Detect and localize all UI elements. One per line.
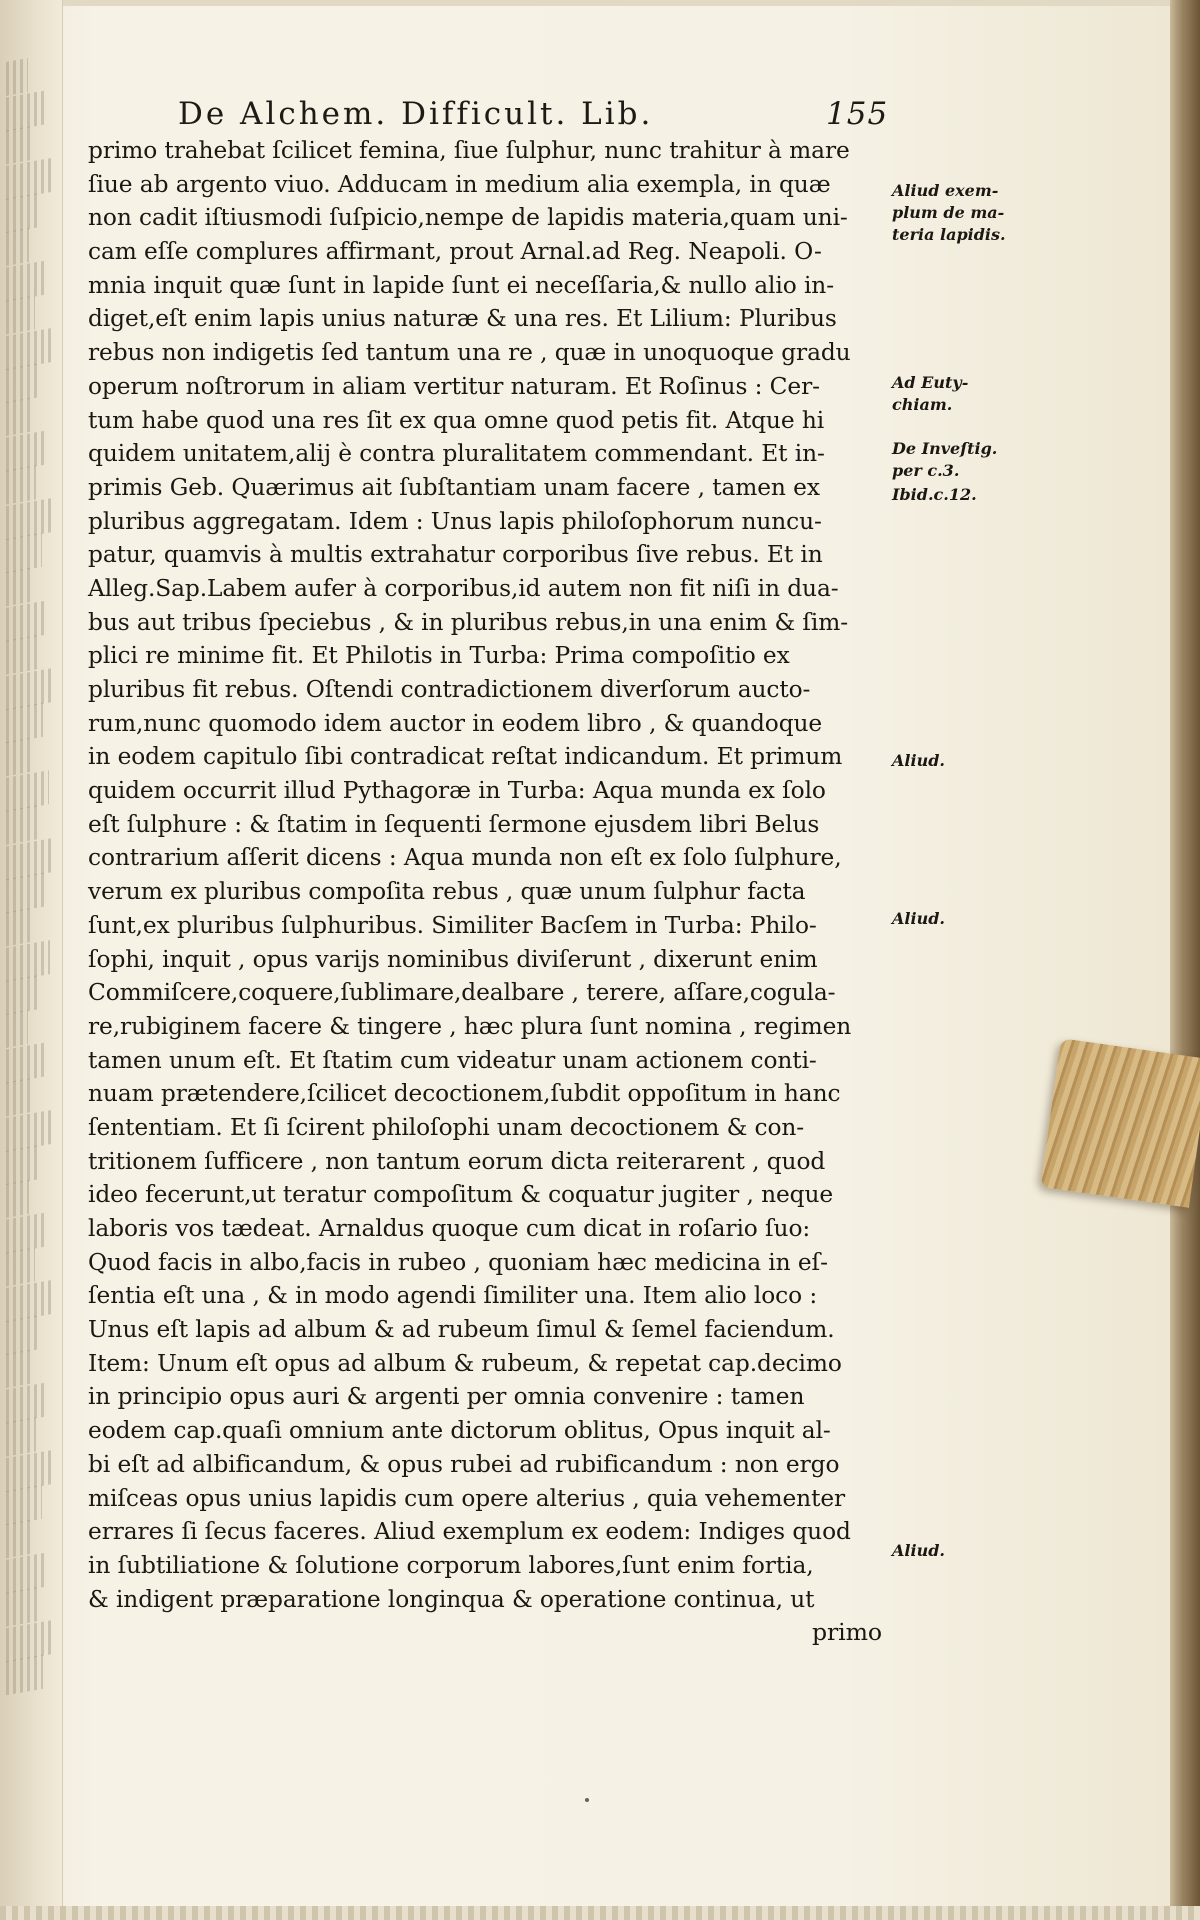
bleedthrough-mark: [6, 1350, 30, 1388]
marginal-note-line: Aliud.: [892, 751, 945, 770]
text-line: miſceas opus unius lapidis cum opere alterius , quia vehementer: [88, 1483, 846, 1512]
text-line: ſententiam. Et ſi ſcirent philoſophi unam decoctionem & con-: [88, 1112, 805, 1141]
marginal-note: [892, 180, 1032, 246]
marginal-note: [892, 750, 1032, 772]
bleedthrough-mark: [6, 1212, 46, 1253]
text-line: operum noſtrorum in aliam vertitur naturam. Et Roſinus : Cer-: [88, 371, 820, 400]
text-line: mnia inquit quæ ſunt in lapide ſunt ei neceſſaria,& nullo alio in-: [88, 270, 834, 299]
bleedthrough-mark: [6, 908, 33, 947]
text-line: pluribus fit rebus. Oſtendi contradictionem diverſorum aucto-: [88, 675, 811, 703]
bleedthrough-mark: [6, 398, 30, 436]
bleedthrough-mark: [6, 363, 41, 403]
bleedthrough-mark: [6, 1520, 31, 1558]
bleedthrough-mark: [6, 635, 37, 674]
bleedthrough-mark: [6, 328, 52, 370]
bleedthrough-mark: [6, 873, 44, 914]
bleedthrough-mark: [6, 975, 39, 1015]
text-line: in eodem capitulo ſibi contradicat reſtat indicandum. Et primum: [88, 742, 843, 771]
page-number: 155: [826, 96, 889, 132]
bleedthrough-mark: [6, 1552, 48, 1593]
text-line: diget,eſt enim lapis unius naturæ & una res. Et Lilium: Pluribus: [88, 304, 837, 333]
text-line: eſt ſulphure : & ſtatim in ſequenti ſermone ejusdem libri Belus: [88, 809, 820, 838]
text-line: in principio opus auri & argenti per omnia convenire : tamen: [88, 1382, 805, 1411]
marginal-note-line: Ibid.c.12.: [892, 485, 977, 504]
text-line: Commiſcere,coquere,ſublimare,dealbare , terere, aſſare,cogula-: [88, 978, 836, 1007]
marginal-note: [892, 1540, 1032, 1562]
bleedthrough-mark: [6, 1485, 42, 1525]
bleedthrough-mark: [6, 1110, 51, 1152]
text-line: ſiue ab argento viuo. Adducam in medium alia exempla, in quæ: [88, 169, 831, 198]
text-line: pluribus aggregatam. Idem : Unus lapis philoſophorum nuncu-: [88, 506, 822, 535]
running-title: De Alchem. Difficult. Lib.: [178, 96, 654, 132]
text-line: bus aut tribus ſpeciebus , & in pluribus rebus,in una enim & ſim-: [88, 607, 849, 636]
marginal-note-line: Ad Euty-: [892, 373, 969, 392]
marginal-note: [892, 484, 1032, 506]
bleedthrough-mark: [6, 1417, 36, 1456]
bleedthrough-mark: [6, 1180, 29, 1218]
bleedthrough-mark: [6, 158, 51, 200]
bleedthrough-mark: [6, 430, 47, 471]
bleedthrough-mark: [6, 1450, 53, 1492]
text-line: re,rubiginem facere & tingere , hæc plura ſunt nomina , regimen: [88, 1011, 852, 1040]
text-line: tum habe quod una res ſit ex qua omne quod petis fit. Atque hi: [88, 405, 825, 434]
book-right-edge: [1170, 0, 1200, 1920]
marginal-note-line: Aliud.: [892, 1541, 945, 1560]
bleedthrough-mark: [6, 260, 46, 301]
bleedthrough-mark: [6, 193, 40, 233]
bleedthrough-mark: [6, 1078, 34, 1117]
marginal-note-line: per c.3.: [892, 461, 960, 480]
text-line: non cadit iſtiusmodi ſuſpicio,nempe de lapidis materia,quam uni-: [88, 203, 848, 232]
text-line: primo trahebat ſcilicet femina, ſiue ſulphur, nunc trahitur à mare: [88, 136, 850, 164]
text-line: Item: Unum eſt opus ad album & rubeum, & repetat cap.decimo: [88, 1348, 842, 1377]
text-line: Alleg.Sap.Labem aufer à corporibus,id autem non fit niſi in dua-: [88, 573, 839, 602]
bleedthrough-mark: [6, 465, 36, 504]
marginal-note-line: De Inveſtig.: [892, 439, 998, 458]
bleedthrough-mark: [6, 1382, 47, 1423]
marginal-note-line: teria lapidis.: [892, 225, 1006, 244]
main-text-block: [88, 134, 888, 1650]
marginal-note-line: plum de ma-: [892, 203, 1005, 222]
text-line: cam eſſe complures affirmant, prout Arnal.ad Reg. Neapoli. O-: [88, 237, 822, 266]
bleedthrough-mark: [6, 600, 48, 641]
bleedthrough-mark: [6, 940, 50, 982]
text-line: & indigent præparatione longinqua & operatione continua, ut: [88, 1584, 815, 1613]
text-line: tritionem ſufficere , non tantum eorum dicta reiterarent , quod: [88, 1146, 826, 1175]
facing-page-gutter: [0, 0, 63, 1920]
text-line: ſunt,ex pluribus ſulphuribus. Similiter Bacſem in Turba: Philo-: [88, 910, 817, 939]
text-line: patur, quamvis à multis extrahatur corporibus ſive rebus. Et in: [88, 540, 823, 569]
marginal-note: [892, 438, 1032, 482]
bleedthrough-mark: [6, 126, 34, 165]
bleedthrough-mark: [6, 1145, 40, 1185]
text-line: rum,nunc quomodo idem auctor in eodem libro , & quandoque: [88, 708, 823, 737]
text-line: ſentia eſt una , & in modo agendi ſimiliter una. Item alio loco :: [88, 1281, 818, 1310]
facing-page-bleedthrough: [6, 60, 56, 1700]
bleedthrough-mark: [6, 805, 38, 845]
text-line: plici re minime fit. Et Philotis in Turba: Prima compoſitio ex: [88, 641, 790, 670]
text-line: bi eſt ad albificandum, & opus rubei ad rubificandum : non ergo: [88, 1449, 840, 1478]
text-line: contrarium aſſerit dicens : Aqua munda non eſt ex ſolo ſulphure,: [88, 843, 842, 872]
bleedthrough-mark: [6, 1247, 35, 1286]
text-line: quidem occurrit illud Pythagoræ in Turba: Aqua munda ex ſolo: [88, 776, 826, 805]
wooden-page-holder: [1040, 1038, 1200, 1207]
catchword: primo: [811, 1618, 882, 1647]
text-line: Unus eſt lapis ad album & ad rubeum ſimul & ſemel faciendum.: [88, 1315, 835, 1344]
bleedthrough-mark: [6, 1280, 52, 1322]
ink-speck: [585, 1798, 589, 1802]
text-line: ideo fecerunt,ut teratur compoſitum & coquatur jugiter , neque: [88, 1180, 834, 1209]
bleedthrough-mark: [6, 295, 35, 334]
text-line: laboris vos tædeat. Arnaldus quoque cum dicat in roſario ſuo:: [88, 1214, 811, 1242]
text-line: eodem cap.quaſi omnium ante dictorum oblitus, Opus inquit al-: [88, 1416, 831, 1445]
bleedthrough-mark: [6, 91, 45, 132]
text-line: rebus non indigetis ſed tantum una re , quæ in unoquoque gradu: [88, 338, 851, 367]
bleedthrough-mark: [6, 738, 32, 777]
bleedthrough-mark: [6, 1315, 41, 1355]
bleedthrough-mark: [6, 533, 42, 573]
bleedthrough-mark: [6, 1043, 45, 1084]
text-line: verum ex pluribus compoſita rebus , quæ unum ſulphur facta: [88, 877, 806, 906]
bleedthrough-mark: [6, 228, 29, 266]
bleedthrough-mark: [6, 1010, 28, 1048]
marginal-note-line: Aliud exem-: [892, 181, 999, 200]
bleedthrough-mark: [6, 498, 53, 540]
marginal-note-line: chiam.: [892, 395, 953, 414]
text-line: nuam prætendere,ſcilicet decoctionem,ſubdit oppoſitum in hanc: [88, 1079, 841, 1108]
text-line: Quod facis in albo,facis in rubeo , quoniam hæc medicina in eſ-: [88, 1247, 828, 1276]
text-line: errares ſi ſecus faceres. Aliud exemplum ex eodem: Indiges quod: [88, 1517, 851, 1546]
page-top-edge: [60, 0, 1170, 6]
bleedthrough-mark: [6, 703, 43, 744]
marginal-note: [892, 372, 1032, 416]
text-line: ſophi, inquit , opus varijs nominibus diviſerunt , dixerunt enim: [88, 944, 818, 973]
bleedthrough-mark: [6, 1587, 37, 1626]
text-line: tamen unum eſt. Et ſtatim cum videatur unam actionem conti-: [88, 1045, 817, 1074]
marginal-note: [892, 908, 1032, 930]
bleedthrough-mark: [6, 1655, 43, 1696]
page-bottom-edge: [0, 1906, 1200, 1920]
bleedthrough-mark: [6, 770, 49, 812]
text-line: primis Geb. Quærimus ait ſubſtantiam unam facere , tamen ex: [88, 472, 820, 501]
bleedthrough-mark: [6, 58, 28, 96]
text-line: in ſubtiliatione & ſolutione corporum labores,ſunt enim fortia,: [88, 1550, 814, 1579]
marginal-note-line: Aliud.: [892, 909, 945, 928]
text-line: quidem unitatem,alij è contra pluralitatem commendant. Et in-: [88, 439, 825, 468]
bleedthrough-mark: [6, 568, 31, 606]
